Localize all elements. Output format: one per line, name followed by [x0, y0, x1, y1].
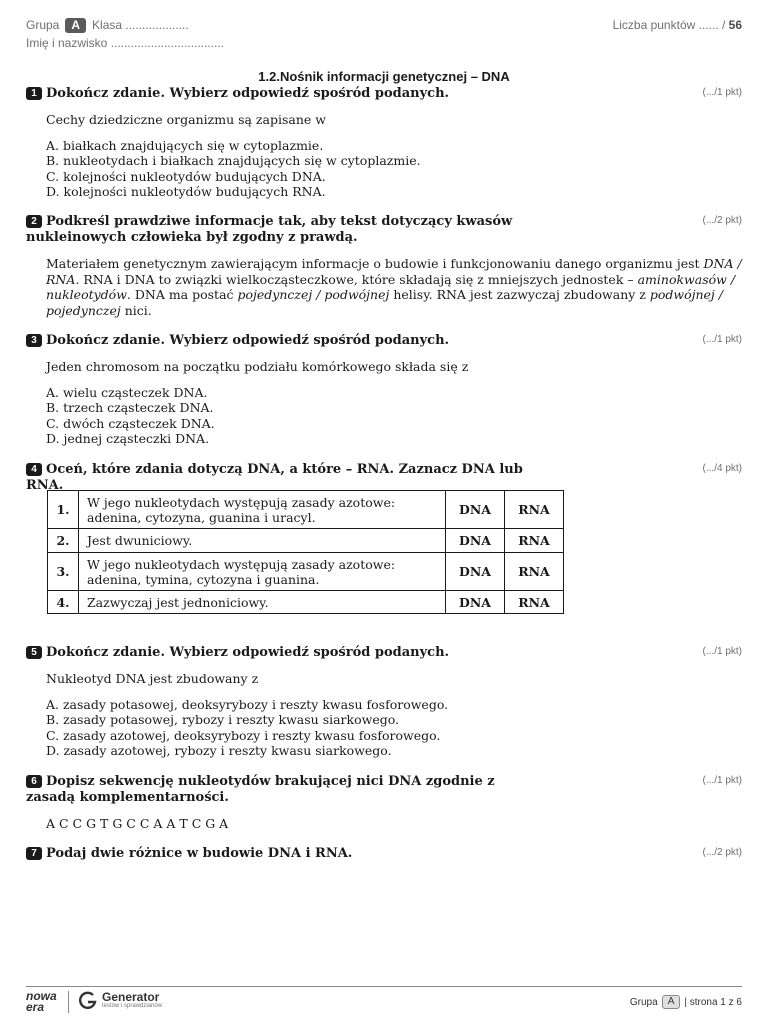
answer-option: B. zasady potasowej, rybozy i reszty kwasu siarkowego.	[46, 712, 400, 727]
task-1	[26, 86, 742, 200]
dna-choice[interactable]: DNA	[446, 591, 505, 614]
task-question: Dokończ zdanie. Wybierz odpowiedź spośród podanych.	[46, 86, 450, 101]
task-question: Podkreśl prawdziwe informacje tak, aby tekst dotyczący kwasów nukleinowych człowieka był zgodny z prawdą.	[26, 214, 513, 245]
answer-option: C. zasady azotowej, deoksyrybozy i reszty kwasu fosforowego.	[46, 727, 441, 743]
page-header	[26, 16, 742, 52]
answer-option: C. dwóch cząsteczek DNA.	[46, 415, 215, 431]
rna-choice[interactable]: RNA	[505, 591, 564, 614]
row-statement: W jego nukleotydach występują zasady azotowe: adenina, cytozyna, guanina i uracyl.	[79, 491, 446, 529]
task-stem: Nukleotyd DNA jest zbudowany z	[46, 671, 259, 686]
task-number: 6	[26, 775, 42, 788]
task-points: (.../2 pkt)	[702, 215, 742, 226]
task-points: (.../1 pkt)	[702, 87, 742, 98]
table-row	[48, 491, 564, 529]
task-points: (.../1 pkt)	[702, 334, 742, 345]
dna-rna-table	[47, 490, 564, 614]
generator-logo	[78, 990, 162, 1010]
answer-option: A. wielu cząsteczek DNA.	[46, 384, 208, 400]
task-stem: Cechy dziedziczne organizmu są zapisane w	[46, 112, 326, 127]
task-stem: Jeden chromosom na początku podziału komórkowego składa się z	[46, 359, 469, 374]
nowa-era-logo: nowa era	[26, 989, 57, 1014]
task-question: Oceń, które zdania dotyczą DNA, a które – RNA. Zaznacz DNA lub RNA.	[26, 462, 523, 493]
answer-option: D. kolejności nukleotydów budujących RNA.	[46, 184, 326, 199]
answer-option: D. zasady azotowej, rybozy i reszty kwasu siarkowego.	[46, 743, 392, 758]
task-3	[26, 333, 742, 447]
task-6	[26, 774, 742, 832]
dna-choice[interactable]: DNA	[446, 553, 505, 591]
row-statement: Jest dwuniciowy.	[79, 529, 446, 553]
generator-g-icon	[78, 990, 98, 1010]
class-label: Klasa ...................	[92, 18, 189, 32]
footer-group-badge: A	[662, 995, 681, 1009]
row-number: 2.	[48, 529, 79, 553]
task-7	[26, 846, 742, 862]
task-points: (.../2 pkt)	[702, 847, 742, 858]
task-2	[26, 214, 742, 318]
choice-pair[interactable]: pojedynczej / podwójnej	[237, 287, 390, 302]
answer-option: B. nukleotydach i białkach znajdujących się w cytoplazmie.	[46, 153, 421, 168]
task-number: 3	[26, 334, 42, 347]
answer-option: A. białkach znajdujących się w cytoplazmie.	[46, 137, 324, 153]
dna-choice[interactable]: DNA	[446, 529, 505, 553]
task-points: (.../1 pkt)	[702, 646, 742, 657]
row-statement: W jego nukleotydach występują zasady azotowe: adenina, tymina, cytozyna i guanina.	[79, 553, 446, 591]
page-footer	[26, 986, 742, 1017]
dna-sequence: A C C G T G C C A A T C G A	[46, 816, 229, 831]
generator-title: Generator	[102, 989, 160, 1004]
choice-pair[interactable]: DNA / RNA	[46, 256, 742, 287]
group-label: Grupa	[26, 18, 60, 32]
task-number: 4	[26, 463, 42, 476]
table-row	[48, 553, 564, 591]
table-row	[48, 529, 564, 553]
task-question: Dokończ zdanie. Wybierz odpowiedź spośród podanych.	[46, 645, 450, 660]
task-paragraph: Materiałem genetycznym zawierającym informacje o budowie i funkcjonowaniu danego organizmu jest DNA / RNA. RNA i DNA to związki wielkocząsteczkowe, które składają się z mniejszych jednostek – aminokwasów / nukleotydów. DNA ma postać pojedynczej / podwójnej helisy. RNA jest zazwyczaj zbudowany z podwójnej / pojedynczej nici.	[46, 256, 742, 318]
task-number: 2	[26, 215, 42, 228]
task-question: Dopisz sekwencję nukleotydów brakującej nici DNA zgodnie z zasadą komplementarności.	[26, 774, 495, 805]
answer-option: A. zasady potasowej, deoksyrybozy i reszty kwasu fosforowego.	[46, 696, 449, 712]
rna-choice[interactable]: RNA	[505, 553, 564, 591]
footer-divider	[68, 991, 69, 1013]
task-number: 1	[26, 87, 42, 100]
task-points: (.../1 pkt)	[702, 775, 742, 786]
task-question: Dokończ zdanie. Wybierz odpowiedź spośród podanych.	[46, 333, 450, 348]
footer-group-label: Grupa	[629, 996, 658, 1008]
page-title: 1.2.Nośnik informacji genetycznej – DNA	[258, 69, 510, 84]
page-number: | strona 1 z 6	[684, 996, 742, 1008]
row-number: 3.	[48, 553, 79, 591]
generator-subtitle: testów i sprawdzianów	[102, 1002, 163, 1009]
points-label: Liczba punktów ...... /	[612, 18, 726, 32]
task-5	[26, 645, 742, 759]
answer-option: C. kolejności nukleotydów budujących DNA.	[46, 168, 326, 184]
group-badge: A	[65, 18, 86, 33]
answer-option: B. trzech cząsteczek DNA.	[46, 400, 214, 415]
rna-choice[interactable]: RNA	[505, 529, 564, 553]
row-number: 4.	[48, 591, 79, 614]
name-label: Imię i nazwisko ..................................	[26, 36, 225, 50]
page-info	[630, 995, 742, 1009]
task-points: (.../4 pkt)	[702, 463, 742, 474]
dna-choice[interactable]: DNA	[446, 491, 505, 529]
choice-pair[interactable]: aminokwasów / nukleotydów	[46, 271, 736, 302]
table-row	[48, 591, 564, 614]
row-statement: Zazwyczaj jest jednoniciowy.	[79, 591, 446, 614]
row-number: 1.	[48, 491, 79, 529]
task-number: 5	[26, 646, 42, 659]
points-summary	[613, 18, 742, 32]
answer-option: D. jednej cząsteczki DNA.	[46, 431, 210, 446]
rna-choice[interactable]: RNA	[505, 491, 564, 529]
task-number: 7	[26, 847, 42, 860]
task-question: Podaj dwie różnice w budowie DNA i RNA.	[46, 846, 353, 861]
choice-pair[interactable]: podwójnej / pojedynczej	[46, 287, 723, 318]
points-total: 56	[728, 18, 742, 32]
